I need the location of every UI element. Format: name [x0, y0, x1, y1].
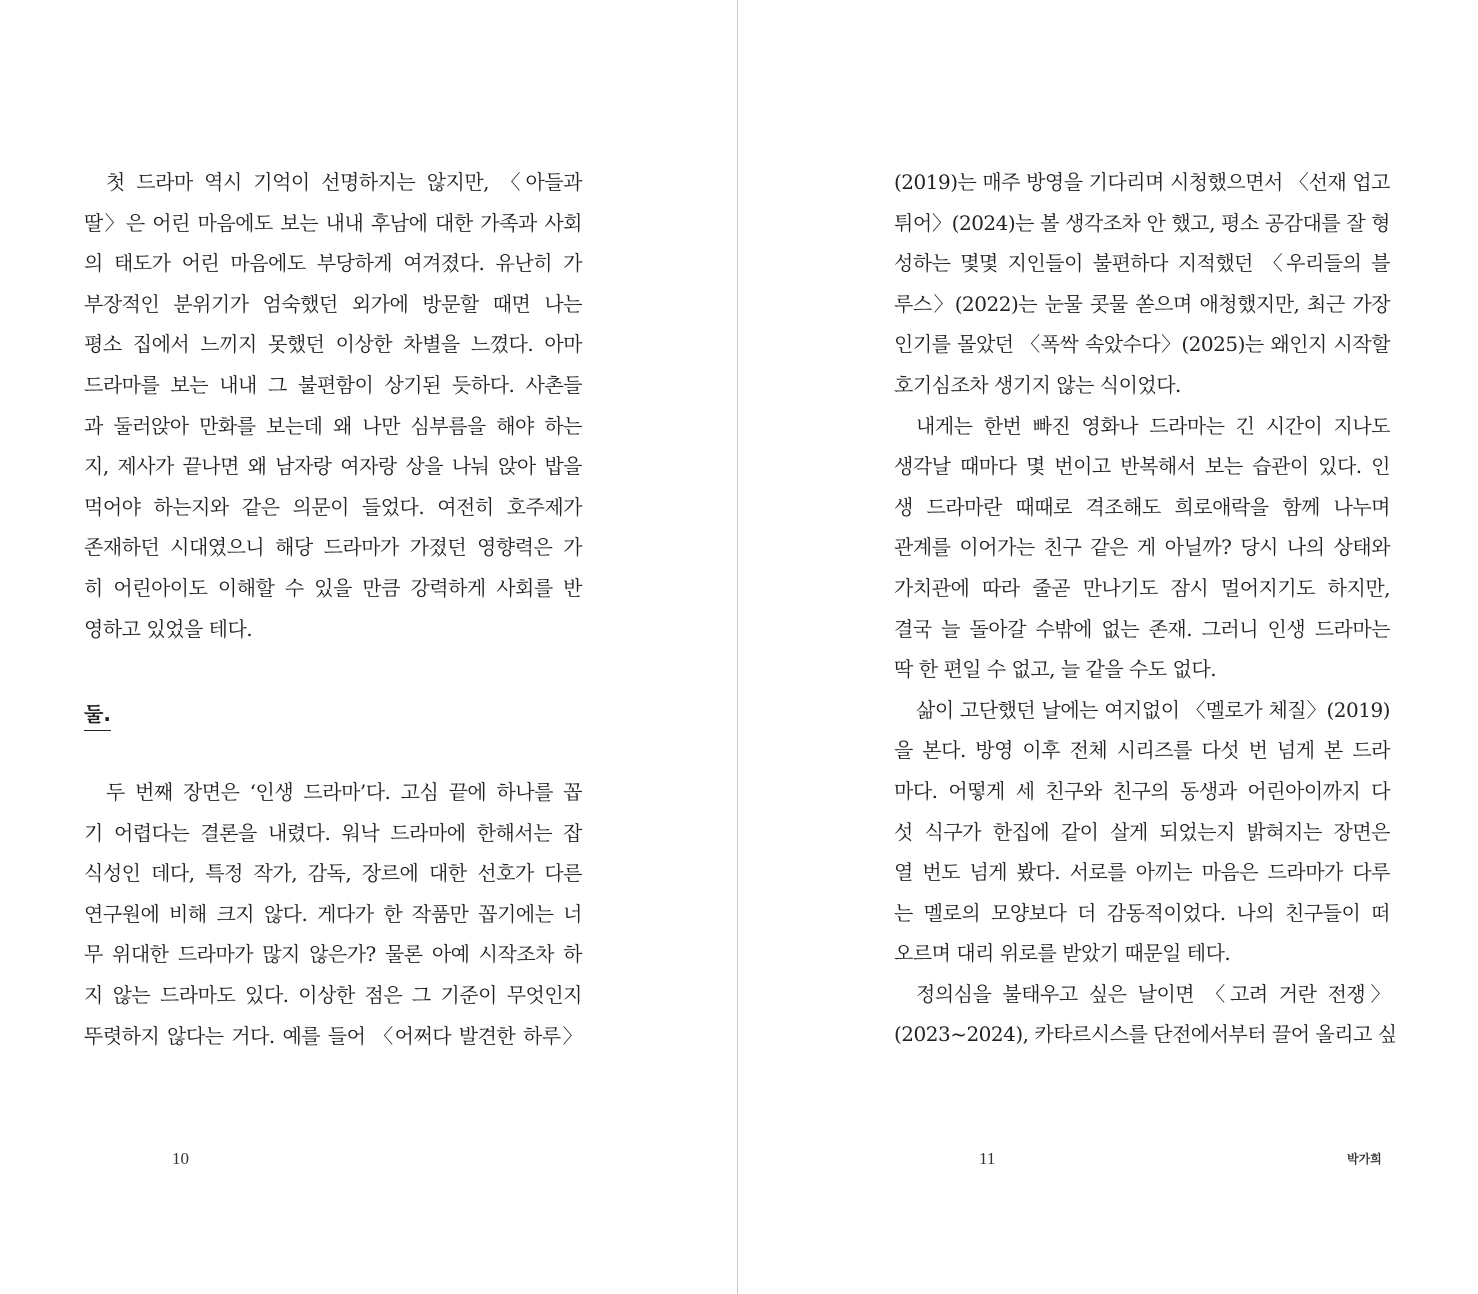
text-line: 무 위대한 드라마가 많지 않은가? 물론 아예 시작조차 하 — [84, 942, 582, 967]
text-line: 는 멜로의 모양보다 더 감동적이었다. 나의 친구들이 떠 — [894, 900, 1390, 925]
text-line: 삶이 고단했던 날에는 여지없이 〈멜로가 체질〉(2019) — [916, 697, 1390, 722]
page-number-left: 10 — [172, 1149, 189, 1168]
text-line: 내게는 한번 빠진 영화나 드라마는 긴 시간이 지나도 — [916, 413, 1390, 438]
right-body-text — [894, 162, 1397, 1055]
left-paragraph-1 — [84, 162, 582, 649]
text-line: 딱 한 편일 수 없고, 늘 같을 수도 없다. — [894, 657, 1217, 682]
text-line: 인기를 몰았던 〈폭싹 속았수다〉(2025)는 왜인지 시작할 — [894, 332, 1390, 357]
text-line: 존재하던 시대였으니 해당 드라마가 가졌던 영향력은 가 — [84, 535, 582, 560]
running-footer-author: 박가희 — [1347, 1152, 1382, 1166]
text-line: 루스〉(2022)는 눈물 콧물 쏟으며 애청했지만, 최근 가장 — [894, 291, 1390, 316]
text-line: 부장적인 분위기가 엄숙했던 외가에 방문할 때면 나는 — [84, 291, 582, 316]
text-line: 식성인 데다, 특정 작가, 감독, 장르에 대한 선호가 다른 — [84, 861, 582, 886]
text-line: 생 드라마란 때때로 격조해도 희로애락을 함께 나누며 — [894, 494, 1390, 519]
text-line: 열 번도 넘게 봤다. 서로를 아끼는 마음은 드라마가 다루 — [894, 860, 1390, 885]
text-line: 정의심을 불태우고 싶은 날이면 〈고려 거란 전쟁〉 — [916, 981, 1390, 1006]
text-line: 결국 늘 돌아갈 수밖에 없는 존재. 그러니 인생 드라마는 — [894, 616, 1390, 641]
text-line: 평소 집에서 느끼지 못했던 이상한 차별을 느꼈다. 아마 — [84, 332, 582, 357]
text-line: 과 둘러앉아 만화를 보는데 왜 나만 심부름을 해야 하는 — [84, 413, 582, 438]
text-line: 첫 드라마 역시 기억이 선명하지는 않지만, 〈아들과 — [106, 170, 582, 194]
text-line: 뚜렷하지 않다는 거다. 예를 들어 〈어쩌다 발견한 하루〉 — [84, 1023, 582, 1048]
text-line: 영하고 있었을 테다. — [84, 616, 253, 641]
text-line: (2023~2024), 카타르시스를 단전에서부터 끌어 올리고 싶 — [894, 1022, 1397, 1047]
text-line: 성하는 몇몇 지인들이 불편하다 지적했던 〈우리들의 블 — [894, 251, 1390, 276]
page-number-right: 11 — [979, 1149, 996, 1168]
text-line: 튀어〉(2024)는 볼 생각조차 안 했고, 평소 공감대를 잘 형 — [894, 210, 1390, 235]
section-heading: 둘. — [84, 698, 111, 731]
text-line: 가치관에 따라 줄곧 만나기도 잠시 멀어지기도 하지만, — [894, 575, 1390, 600]
page-gutter-divider — [737, 0, 738, 1294]
left-paragraph-2 — [84, 772, 582, 1056]
text-line: 섯 식구가 한집에 같이 살게 되었는지 밝혀지는 장면은 — [894, 819, 1390, 844]
text-line: (2019)는 매주 방영을 기다리며 시청했으면서 〈선재 업고 — [894, 170, 1390, 194]
text-line: 생각날 때마다 몇 번이고 반복해서 보는 습관이 있다. 인 — [894, 454, 1390, 479]
text-line: 지, 제사가 끝나면 왜 남자랑 여자랑 상을 나눠 앉아 밥을 — [84, 454, 582, 479]
text-line: 을 본다. 방영 이후 전체 시리즈를 다섯 번 넘게 본 드라 — [894, 738, 1390, 763]
text-line: 의 태도가 어린 마음에도 부당하게 여겨졌다. 유난히 가 — [84, 251, 582, 276]
text-line: 기 어렵다는 결론을 내렸다. 워낙 드라마에 한해서는 잡 — [84, 820, 582, 845]
text-line: 연구원에 비해 크지 않다. 게다가 한 작품만 꼽기에는 너 — [84, 901, 582, 926]
text-line: 드라마를 보는 내내 그 불편함이 상기된 듯하다. 사촌들 — [84, 372, 582, 397]
text-line: 호기심조차 생기지 않는 식이었다. — [894, 372, 1181, 397]
text-line: 딸〉은 어린 마음에도 보는 내내 후남에 대한 가족과 사회 — [84, 210, 582, 235]
text-line: 두 번째 장면은 ‘인생 드라마’다. 고심 끝에 하나를 꼽 — [106, 780, 582, 804]
left-page — [0, 0, 738, 1294]
text-line: 히 어린아이도 이해할 수 있을 만큼 강력하게 사회를 반 — [84, 575, 582, 600]
text-line: 지 않는 드라마도 있다. 이상한 점은 그 기준이 무엇인지 — [84, 982, 582, 1007]
text-line: 먹어야 하는지와 같은 의문이 들었다. 여전히 호주제가 — [84, 494, 582, 519]
right-page — [739, 0, 1477, 1294]
text-line: 오르며 대리 위로를 받았기 때문일 테다. — [894, 941, 1231, 966]
text-line: 마다. 어떻게 세 친구와 친구의 동생과 어린아이까지 다 — [894, 778, 1390, 803]
text-line: 관계를 이어가는 친구 같은 게 아닐까? 당시 나의 상태와 — [894, 535, 1390, 560]
